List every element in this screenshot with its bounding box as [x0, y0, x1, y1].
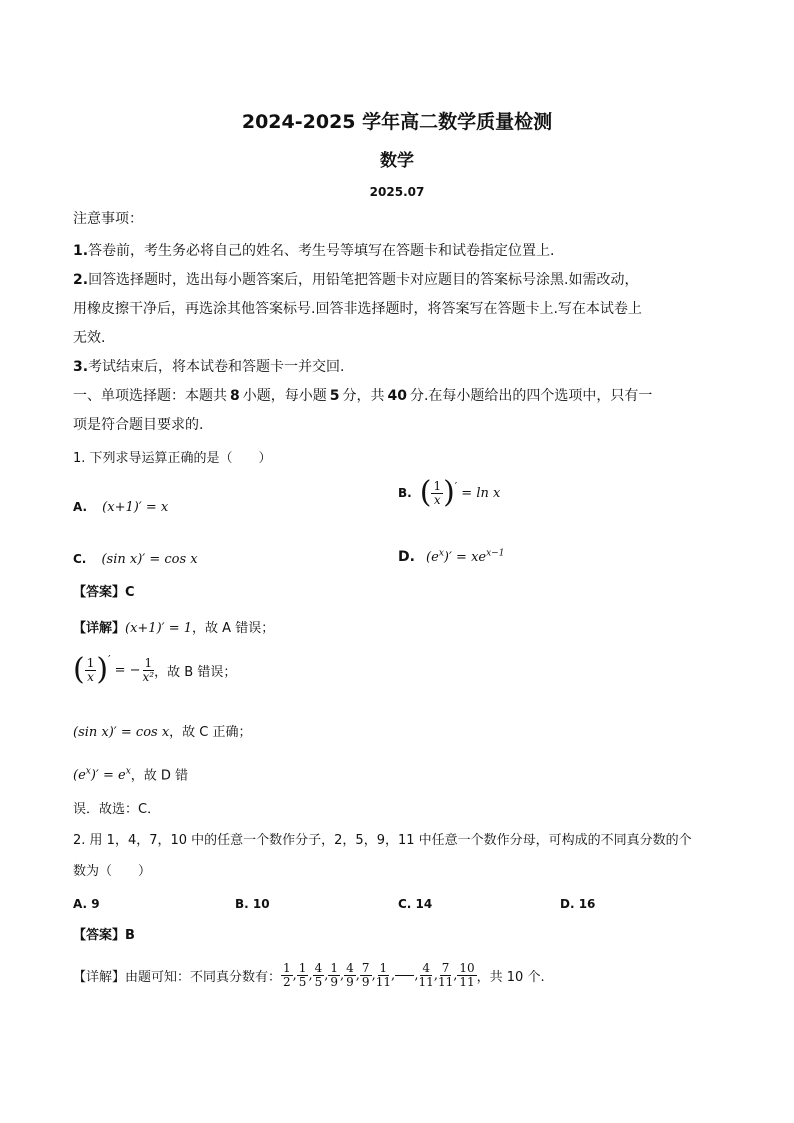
fraction-1-11: $\frac{1}{11}$ [375, 961, 391, 989]
right-paren: ) [443, 475, 455, 510]
left-paren: ( [419, 475, 432, 510]
section-1-intro-line-2: 项是符合题目要求的. [73, 417, 204, 433]
question-1-detail-b [73, 652, 237, 687]
prime-mark: ′ [108, 652, 111, 666]
detail-text: 【详解】由题可知：不同真分数有： [73, 970, 282, 985]
section-text: 分.在每小题给出的四个选项中，只有一 [409, 388, 653, 404]
question-2-option-b: B. 10 [235, 897, 270, 911]
question-1-option-b [398, 475, 501, 510]
question-1-option-c [73, 548, 198, 567]
exam-title: 2024-2025 学年高二数学质量检测 [241, 111, 553, 133]
question-count: 8 [230, 388, 240, 404]
fraction-7-9: $\frac{7}{9}$ [361, 961, 370, 989]
detail-text: ，故 B 错误； [154, 664, 237, 680]
fraction-one-over-x: $\frac{1}{x}$ [433, 478, 442, 507]
note-number: 1. [73, 243, 89, 259]
separator: , [340, 968, 345, 983]
option-formula: $(e^x)' = xe^{x-1}$ [426, 548, 505, 565]
detail-text: ，故 C 正确； [169, 725, 252, 740]
fraction-one-over-x-squared: $\frac{1}{\text{x²}}$ [142, 655, 155, 684]
detail-formula: $(e^x)' = e^x$ [73, 767, 131, 784]
fraction-1-9: $\frac{1}{9}$ [330, 961, 338, 989]
section-text: 一、单项选择题：本题共 [73, 388, 227, 404]
section-1-intro-line-1 [73, 386, 652, 406]
question-1-option-d [398, 546, 504, 565]
option-formula: (x+1)′ = x [102, 500, 169, 515]
question-2-option-c: C. 14 [398, 897, 433, 911]
separator: , [390, 968, 396, 983]
detail-text: ，共 10 个. [476, 970, 545, 985]
notes-heading: 注意事项： [73, 211, 143, 227]
fraction-1-2: $\frac{1}{2}$ [283, 961, 291, 989]
question-1-answer: 【答案】C [73, 585, 135, 600]
separator: , [292, 968, 297, 983]
formula-part: )′ = e [90, 768, 126, 784]
fraction-4-11: $\frac{4}{11}$ [418, 961, 434, 989]
question-2-stem-line-2: 数为（ ） [73, 864, 152, 879]
exam-date: 2025.07 [369, 185, 425, 199]
separator: , [453, 968, 458, 983]
separator: , [433, 968, 438, 983]
note-item-1 [73, 241, 555, 261]
note-text: 回答选择题时，选出每小题答案后，用铅笔把答题卡对应题目的答案标号涂黑.如需改动， [88, 272, 639, 288]
formula-part: )′ = xe [443, 550, 487, 565]
fraction-4-9: $\frac{4}{9}$ [346, 961, 354, 989]
formula-part: (e [73, 768, 86, 784]
fraction-10-11: $\frac{10}{11}$ [459, 961, 475, 989]
question-2-option-d: D. 16 [560, 897, 596, 911]
question-1-stem: 1. 下列求导运算正确的是（ ） [73, 451, 272, 466]
formula-part: (e [426, 550, 439, 565]
prime-mark: ′ [454, 479, 458, 493]
fraction-one-over-x: $\frac{1}{x}$ [86, 655, 95, 684]
fraction-4-5: $\frac{4}{5}$ [314, 961, 323, 989]
separator: , [308, 968, 313, 983]
points-each: 5 [329, 388, 340, 404]
note-number: 3. [73, 359, 89, 375]
option-label: B. [398, 486, 412, 500]
question-2-option-a: A. 9 [73, 897, 100, 911]
option-label: A. [73, 500, 88, 514]
separator: , [355, 968, 360, 983]
section-text: 小题，每小题 [242, 388, 327, 404]
question-1-conclusion: 误．故选：C． [73, 802, 161, 817]
detail-label: 【详解】 [73, 621, 126, 636]
option-formula: (sin x)′ = cos x [101, 552, 198, 567]
option-formula: = ln x [461, 485, 501, 501]
detail-formula: (sin x)′ = cos x [73, 725, 170, 740]
option-label: C. [73, 552, 87, 566]
note-item-2-line-1 [73, 270, 639, 290]
separator: , [414, 968, 419, 983]
question-1-option-a [73, 496, 168, 515]
fraction-blank [395, 962, 414, 989]
note-text: 考试结束后，将本试卷和答题卡一并交回. [88, 359, 345, 375]
separator: , [371, 968, 376, 983]
question-2-stem-line-1: 2. 用 1，4，7，10 中的任意一个数作分子，2，5，9，11 中任意一个数作分母，可构成的不同真分数的个 [73, 833, 692, 848]
subject-title: 数学 [380, 151, 414, 171]
question-2-detail [73, 962, 545, 989]
fraction-7-11: $\frac{7}{11}$ [437, 961, 454, 989]
detail-formula: = − [114, 662, 141, 678]
question-1-detail-d [73, 762, 188, 786]
fraction-1-5: $\frac{1}{5}$ [298, 961, 307, 989]
note-item-3 [73, 357, 345, 377]
right-paren: ) [96, 652, 109, 687]
note-item-2-line-2: 用橡皮擦干净后，再选涂其他答案标号.回答非选择题时，将答案写在答题卡上.写在本试卷上 [73, 301, 642, 317]
separator: , [324, 968, 329, 983]
note-item-2-line-3: 无效. [73, 330, 106, 346]
option-label: D. [398, 549, 415, 565]
detail-text: ，故 D 错 [130, 768, 189, 784]
question-2-answer: 【答案】B [73, 928, 135, 943]
section-text: 分，共 [342, 388, 385, 404]
detail-formula: (x+1)′ = 1 [125, 621, 193, 636]
note-number: 2. [73, 272, 89, 288]
note-text: 答卷前，考生务必将自己的姓名、考生号等填写在答题卡和试卷指定位置上. [88, 243, 555, 259]
question-1-detail-a [73, 619, 274, 639]
points-total: 40 [387, 388, 407, 404]
detail-text: ，故 A 错误； [192, 621, 275, 636]
left-paren: ( [73, 652, 85, 687]
question-1-detail-c [73, 723, 252, 743]
